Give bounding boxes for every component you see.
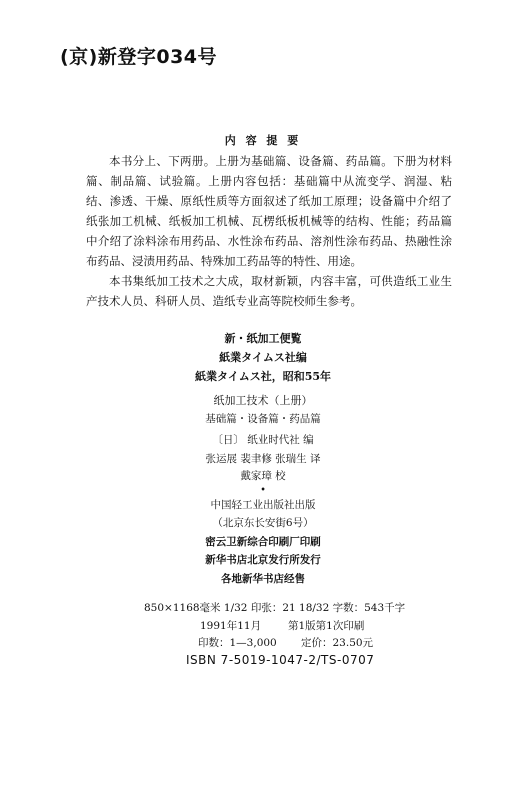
registration-number: (京)新登字034号 bbox=[60, 46, 218, 68]
abstract-paragraph-1: 本书分上、下两册。上册为基础篇、设备篇、药品篇。下册为材料篇、制品篇、试验篇。上册内容包括：基础篇中从流变学、润湿、粘结、渗透、干燥、原纸性质等方面叙述了纸加工原理；设备篇中介绍了纸张加工机械、纸板加工机械、瓦楞纸板机械等的结构、性能；药品篇中介绍了涂料涂布用药品、水性涂布药品、溶剂性涂布药品、热融性涂布药品、浸渍用药品、特殊加工药品等的特性、用途。 bbox=[86, 154, 452, 268]
separator-bullet: • bbox=[260, 484, 266, 494]
publication-date: 1991年11月 bbox=[200, 620, 262, 632]
distributor: 新华书店北京发行所发行 bbox=[205, 554, 321, 566]
book-title: 纸加工技术（上册） bbox=[213, 394, 313, 407]
price: 定价：23.50元 bbox=[301, 637, 374, 649]
abstract-paragraph-2: 本书集纸加工技术之大成，取材新颖，内容丰富，可供造纸工业生产技术人员、科研人员、造纸专业高等院校师生参考。 bbox=[86, 274, 452, 308]
printer: 密云卫新综合印刷厂印刷 bbox=[205, 536, 321, 548]
original-publisher-year: 紙業タイムス社，昭和55年 bbox=[194, 370, 332, 383]
original-title: 新・纸加工便覧 bbox=[224, 332, 302, 345]
isbn: ISBN 7-5019-1047-2/TS-0707 bbox=[186, 653, 375, 667]
book-proofreader: 戴家璋 校 bbox=[240, 470, 286, 482]
print-run: 印数：1—3,000 bbox=[198, 637, 277, 649]
format-line: 850×1168毫米 1/32 印张：21 18/32 字数：543千字 bbox=[144, 602, 406, 614]
publisher: 中国轻工业出版社出版 bbox=[210, 499, 316, 511]
book-subtitle: 基础篇・设备篇・药品篇 bbox=[205, 413, 321, 425]
book-editor: 〔日〕 纸业时代社 编 bbox=[212, 434, 314, 446]
edition-line: 第1版第1次印刷 bbox=[288, 620, 365, 632]
abstract-heading: 内 容 提 要 bbox=[224, 134, 302, 147]
publisher-address: （北京东长安街6号） bbox=[212, 517, 314, 529]
retail: 各地新华书店经售 bbox=[221, 573, 305, 585]
abstract bbox=[86, 151, 452, 311]
book-translators: 张运展 裴聿修 张瑞生 译 bbox=[205, 453, 321, 465]
original-editor: 紙業タイムス社编 bbox=[219, 351, 307, 364]
